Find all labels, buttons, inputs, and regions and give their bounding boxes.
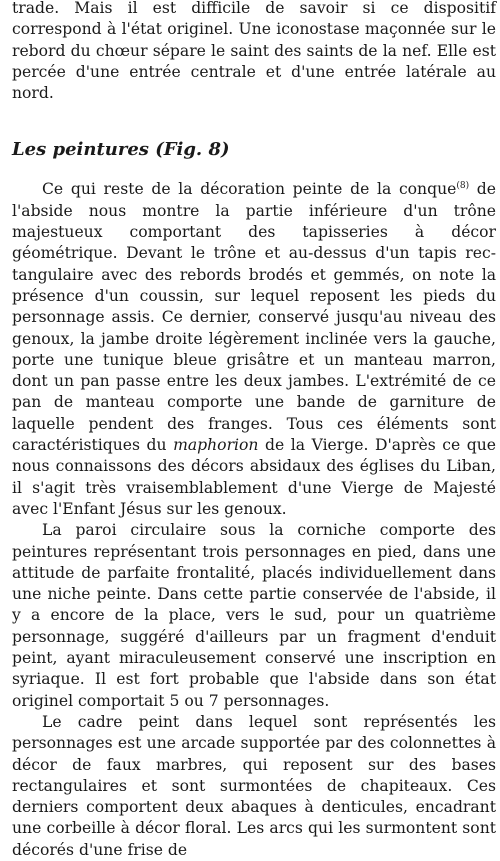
paragraph-conque-text-3: de la Vierge. D'après ce que nous connaissons des décors absidaux des églises du Liban, il s'agit très vraisemblablement d'une Vierge de Majesté avec l'Enfant Jésus sur les genoux. — [12, 436, 496, 518]
document-page — [12, 0, 496, 861]
footnote-marker: (8) — [456, 181, 470, 192]
paragraph-conque — [12, 179, 496, 520]
paragraph-cadre: Le cadre peint dans lequel sont représentés les personnages est une arcade supportée par des colonnettes à décor de faux marbres, qui reposent sur des bases rectangulaires et sont surmontées de chapiteaux. Ces derniers comportent deux abaques à denticules, encadrant une corbeille à décor floral. Les arcs qui les surmontent sont décorés d'une frise de — [12, 712, 496, 859]
intro-paragraph: trade. Mais il est difficile de savoir si ce dispositif correspond à l'état originel. Une iconostase maçonnée sur le rebord du chœur sépare le saint des saints de la nef. Elle est percée d'une entrée centrale et d'une entrée latérale au nord. — [12, 0, 496, 103]
term-maphorion: maphorion — [173, 436, 259, 455]
paragraph-paroi: La paroi circulaire sous la corniche comporte des peintures représentant trois personnages en pied, dans une attitude de parfaite frontalité, placés individuellement dans une niche peinte. Dans cette partie conservée de l'abside, il y a encore de la place, vers le sud, pour un quatrième personnage, suggéré d'ailleurs par un fragment d'enduit peint, ayant miraculeusement conservé une inscription en syriaque. Il est fort probable que l'abside dans son état originel comportait 5 ou 7 personnages. — [12, 521, 496, 710]
section-heading: Les peintures (Fig. 8) — [12, 139, 230, 161]
paragraph-conque-text-2: de l'abside nous montre la partie inférieure d'un trône majestueux comportant des tapisseries à décor géométrique. Devant le trône et au-dessus d'un tapis rectangulaire avec des rebords brodés et gemmés, on note la présence d'un coussin, sur lequel reposent les pieds du personnage assis. Ce dernier, conservé jusqu'au niveau des genoux, la jambe droite légèrement inclinée vers la gauche, porte une tunique bleue grisâtre et un manteau marron, dont un pan passe entre les deux jambes. L'extrémité de ce pan de manteau comporte une bande de garniture de laquelle pendent des franges. Tous ces éléments sont caractéristiques du — [12, 180, 496, 455]
paragraph-conque-text-1: Ce qui reste de la décoration peinte de la conque — [42, 180, 457, 199]
